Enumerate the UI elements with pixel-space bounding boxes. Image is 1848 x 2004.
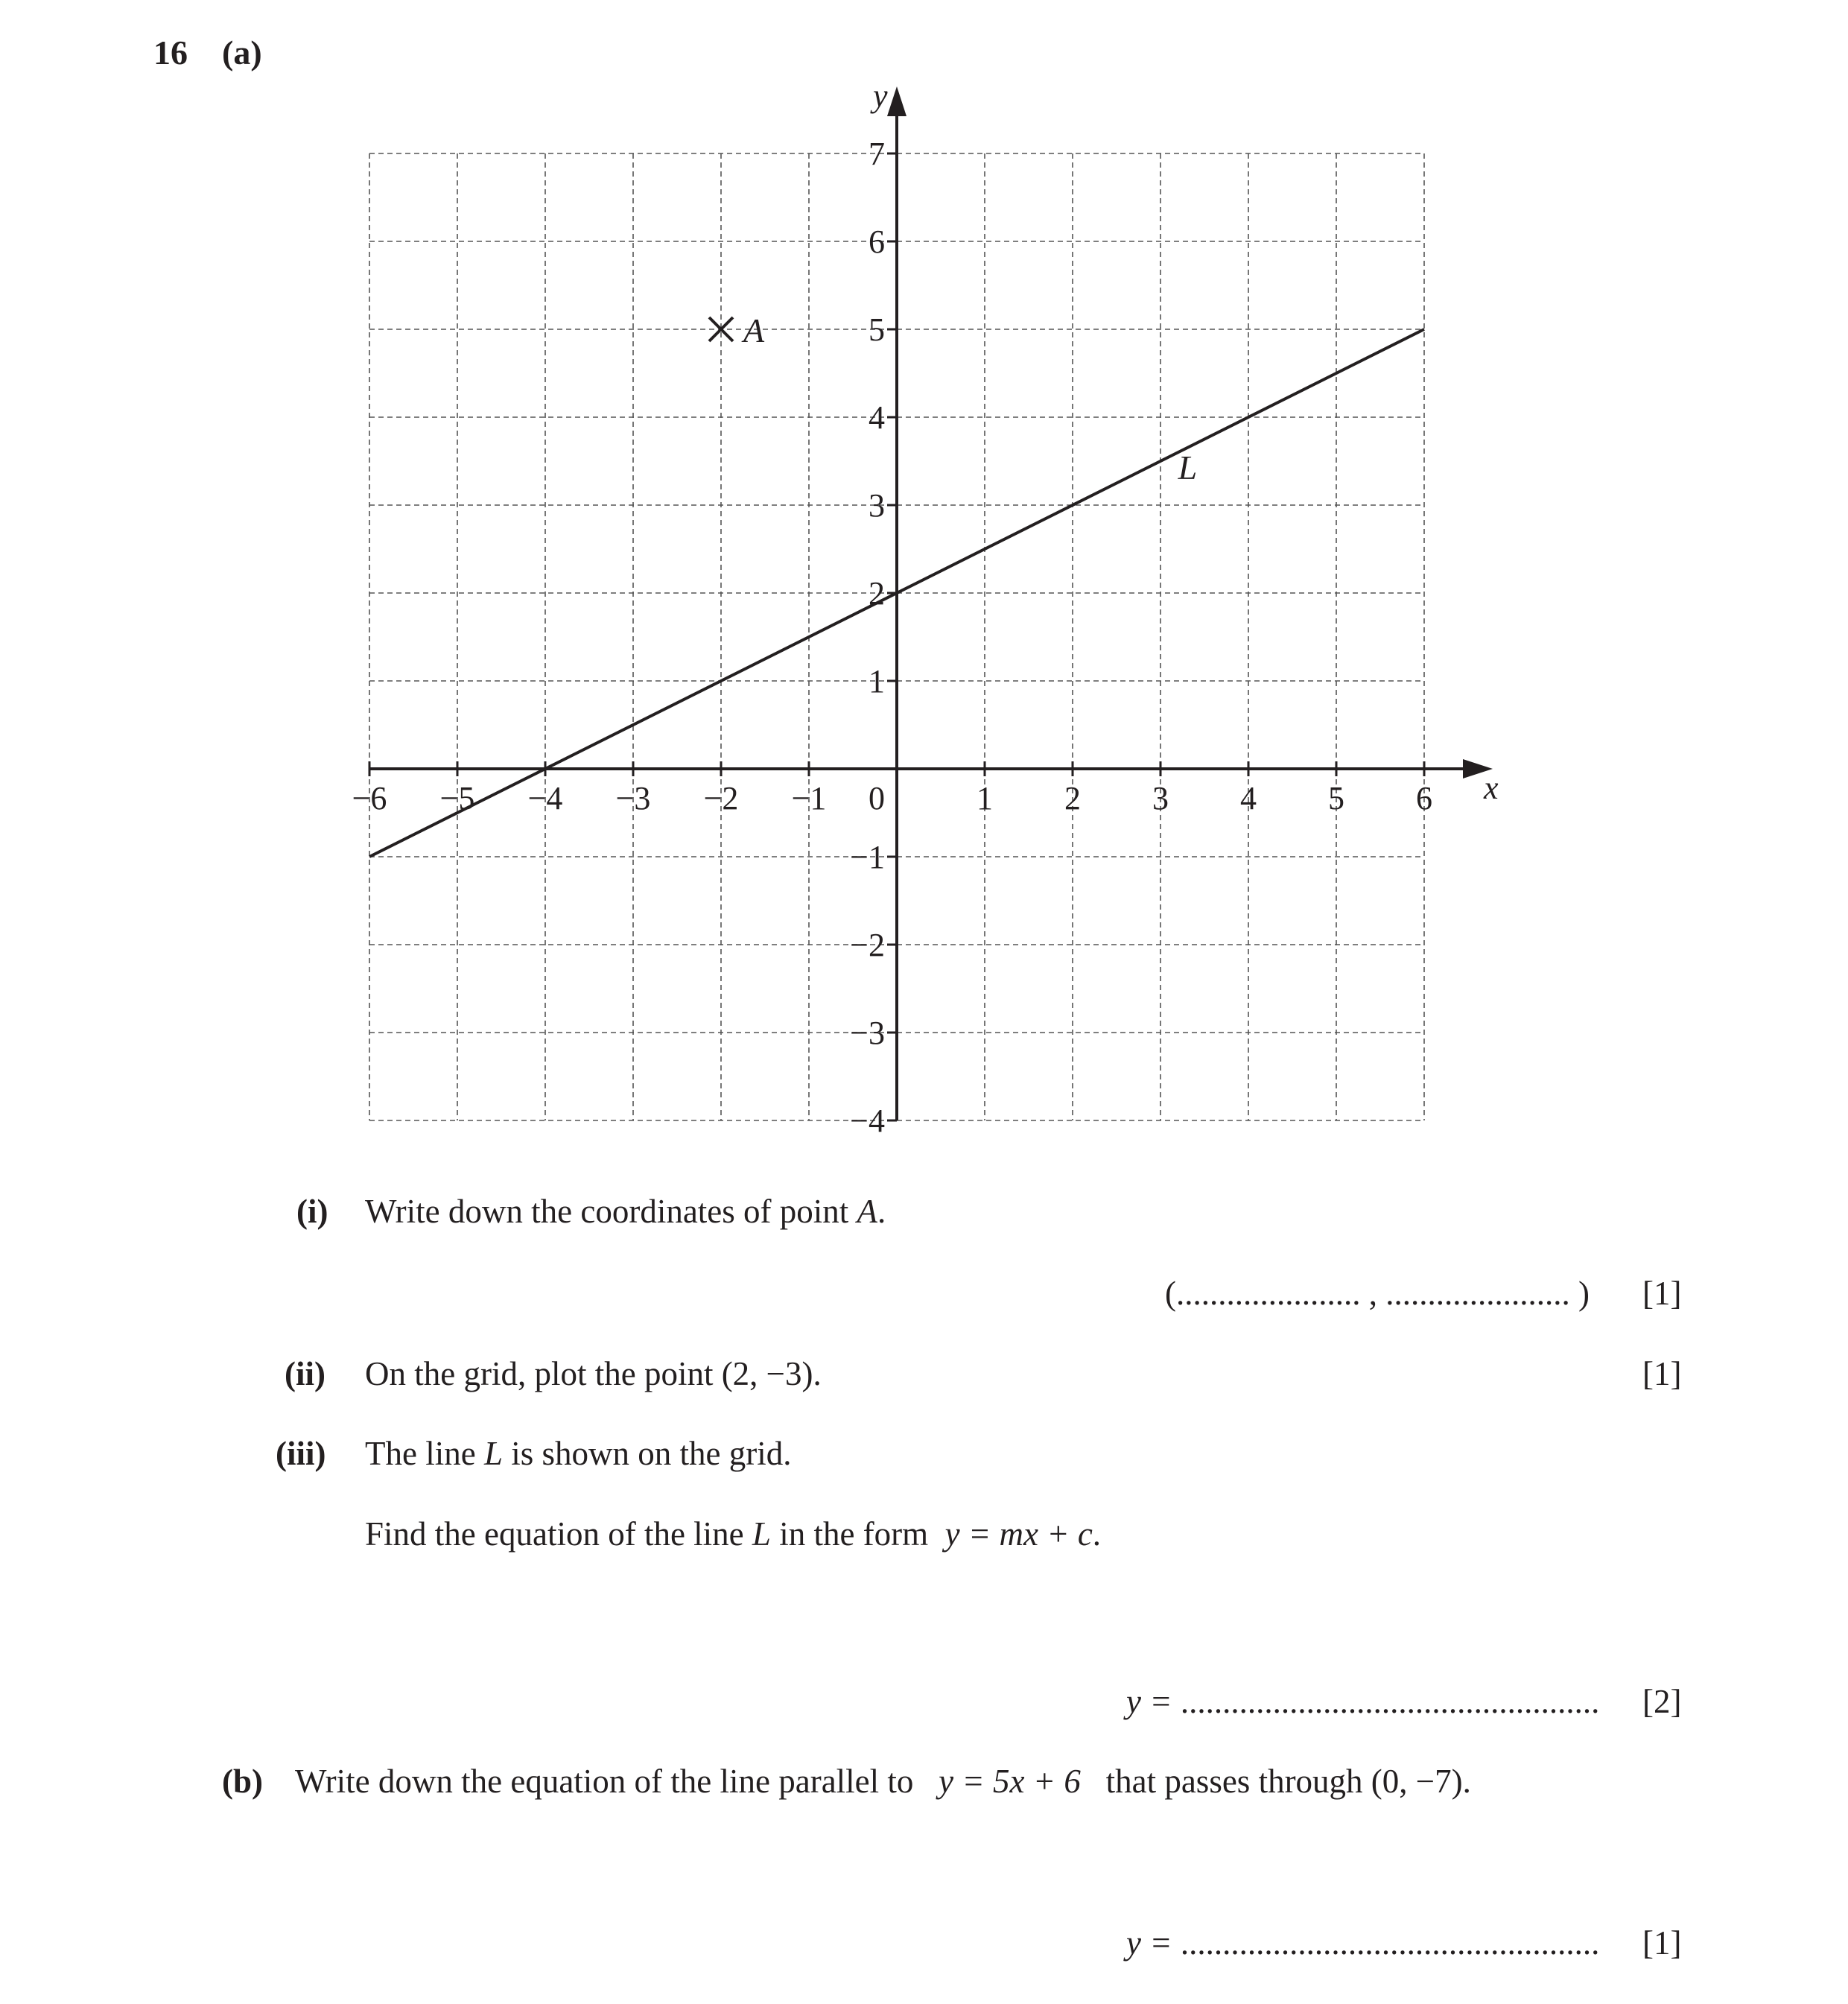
y-tick-label: 5 <box>869 311 885 348</box>
part-i-text-after: . <box>877 1193 886 1230</box>
part-iii-text1-before: The line <box>365 1435 484 1472</box>
point-A-label: A <box>743 311 765 349</box>
part-i-question <box>365 1192 886 1231</box>
part-i-marks: [1] <box>1642 1275 1682 1312</box>
part-b-label: (b) <box>222 1763 263 1800</box>
part-iii-marks: [2] <box>1642 1683 1682 1720</box>
part-ii-label: (ii) <box>285 1355 326 1392</box>
part-b-question <box>295 1762 1471 1801</box>
part-iii-text2-mid: in the form <box>770 1515 945 1553</box>
part-ii-question: On the grid, plot the point (2, −3). <box>365 1355 822 1392</box>
y-axis-label: y <box>873 77 888 114</box>
answer-open-paren: ( <box>1165 1275 1176 1312</box>
x-tick-label: −3 <box>615 780 651 816</box>
part-i-label: (i) <box>296 1193 328 1230</box>
part-a-label: (a) <box>222 34 262 72</box>
part-b-text-before: Write down the equation of the line parallel to <box>295 1763 939 1800</box>
part-iii-text1-after: is shown on the grid. <box>502 1435 792 1472</box>
part-iii-text2-var: L <box>752 1515 771 1553</box>
x-tick-label: −2 <box>703 780 739 816</box>
answer-close-paren: ) <box>1578 1275 1590 1312</box>
x-tick-label: 4 <box>1240 780 1257 816</box>
part-iii-formula: y = mx + c <box>944 1515 1093 1553</box>
part-ii-marks: [1] <box>1642 1355 1682 1392</box>
y-tick-label: 4 <box>869 399 885 436</box>
y-tick-label: −1 <box>850 839 885 875</box>
answer-dots-y[interactable]: ...................... <box>1385 1275 1570 1312</box>
part-b-marks: [1] <box>1642 1924 1682 1962</box>
x-tick-label: 1 <box>977 780 993 816</box>
part-b-answer-dots[interactable]: .................................................. <box>1180 1924 1600 1962</box>
part-iii-answer-prefix: y = <box>1126 1683 1172 1720</box>
part-iii-text2-before: Find the equation of the line <box>365 1515 752 1553</box>
part-iii-line-1 <box>365 1434 791 1473</box>
x-tick-label: 3 <box>1152 780 1169 816</box>
part-i-var: A <box>857 1193 878 1230</box>
y-tick-label: −2 <box>850 927 885 963</box>
x-tick-label: 0 <box>869 780 885 816</box>
y-tick-label: −3 <box>850 1015 885 1051</box>
part-iii-answer-line[interactable] <box>1126 1682 1599 1721</box>
question-number: 16 <box>153 34 188 72</box>
y-tick-label: −4 <box>850 1103 885 1139</box>
part-i-answer-line[interactable] <box>1165 1274 1590 1313</box>
part-iii-line-2 <box>365 1515 1101 1553</box>
part-b-formula: y = 5x + 6 <box>939 1763 1081 1800</box>
part-b-text-after: that passes through (0, −7). <box>1080 1763 1471 1800</box>
x-tick-label: 5 <box>1328 780 1344 816</box>
answer-comma: , <box>1368 1275 1377 1312</box>
x-tick-label: −1 <box>791 780 827 816</box>
y-axis-arrow-icon <box>887 86 906 116</box>
y-tick-label: 3 <box>869 487 885 524</box>
x-tick-label: −5 <box>439 780 475 816</box>
y-tick-label: 7 <box>869 136 885 172</box>
x-tick-label: −4 <box>527 780 563 816</box>
answer-dots-x[interactable]: ...................... <box>1176 1275 1361 1312</box>
part-i-text-before: Write down the coordinates of point <box>365 1193 857 1230</box>
x-tick-label: −6 <box>352 780 387 816</box>
part-iii-label: (iii) <box>276 1435 326 1472</box>
line-label-L: L <box>1178 448 1198 486</box>
part-b-answer-prefix: y = <box>1126 1924 1172 1962</box>
part-iii-text2-after: . <box>1092 1515 1102 1553</box>
part-iii-answer-dots[interactable]: .................................................. <box>1180 1683 1600 1720</box>
part-iii-text1-var: L <box>483 1435 503 1472</box>
part-b-answer-line[interactable] <box>1126 1924 1599 1962</box>
x-tick-label: 6 <box>1416 780 1432 816</box>
y-tick-label: 1 <box>869 663 885 700</box>
x-axis-label: x <box>1484 770 1499 806</box>
x-tick-label: 2 <box>1064 780 1081 816</box>
y-tick-label: 2 <box>869 575 885 612</box>
y-tick-label: 6 <box>869 223 885 260</box>
